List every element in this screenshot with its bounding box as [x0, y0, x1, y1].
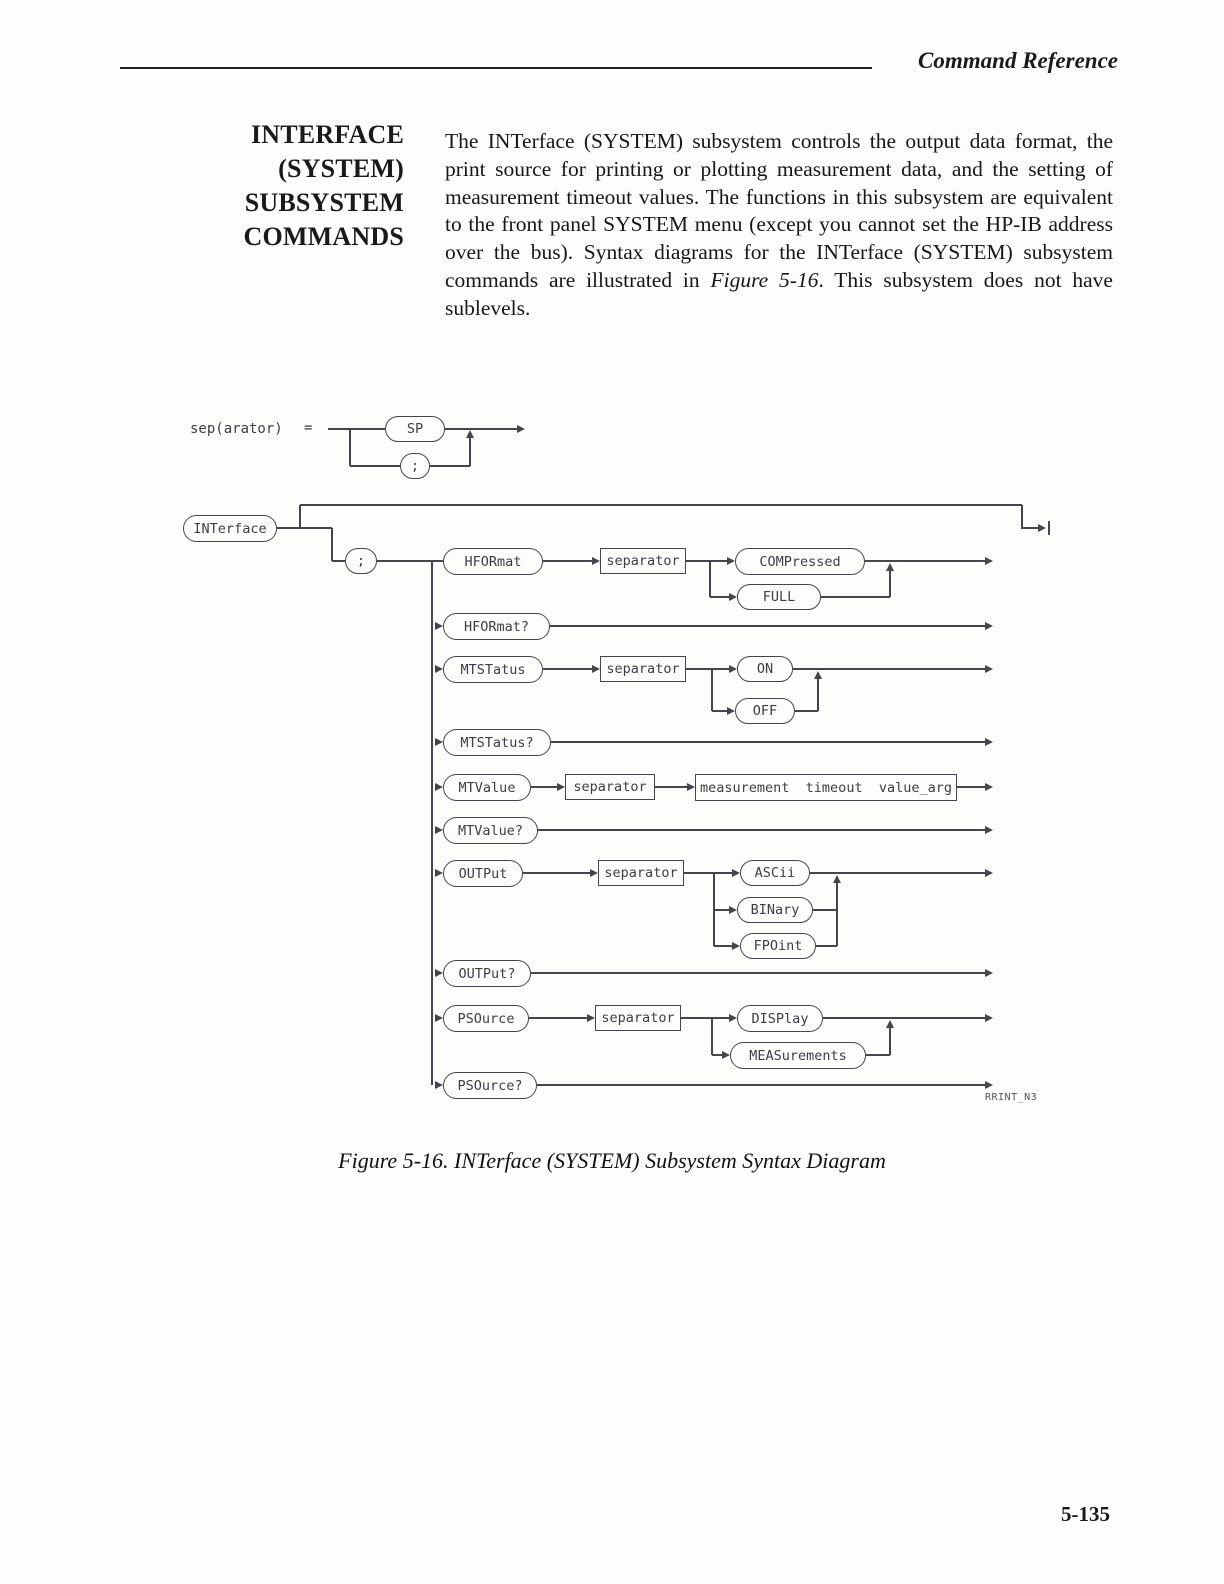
arrowhead-right-icon — [729, 593, 737, 601]
connector-line — [793, 668, 985, 670]
connector-line — [543, 560, 592, 562]
separator-box: separator — [600, 548, 686, 574]
connector-line — [810, 872, 985, 874]
connector-line — [300, 504, 1022, 506]
connector-line — [431, 561, 433, 1085]
arrowhead-right-icon — [727, 557, 735, 565]
connector-line — [469, 438, 471, 466]
connector-line — [551, 741, 985, 743]
arrowhead-right-icon — [729, 906, 737, 914]
connector-line — [711, 1018, 713, 1055]
connector-line — [795, 710, 818, 712]
connector-line — [813, 909, 837, 911]
arrowhead-up-icon — [886, 563, 894, 571]
connector-line — [866, 1054, 890, 1056]
arrowhead-up-icon — [814, 671, 822, 679]
arrowhead-right-icon — [557, 783, 565, 791]
connector-line — [655, 786, 687, 788]
connector-line — [328, 428, 385, 430]
node-output-query: OUTPut? — [443, 960, 531, 987]
connector-line — [1021, 505, 1023, 529]
connector-line — [445, 428, 517, 430]
figure-caption: Figure 5-16. INTerface (SYSTEM) Subsystem Syntax Diagram — [338, 1148, 886, 1173]
arrowhead-right-icon — [435, 1081, 443, 1089]
arrowhead-right-icon — [985, 1014, 993, 1022]
arrowhead-right-icon — [592, 557, 600, 565]
page-number: 5-135 — [1061, 1502, 1110, 1526]
connector-line — [889, 1028, 891, 1055]
node-mtstatus: MTSTatus — [443, 656, 543, 683]
connector-line — [543, 668, 592, 670]
node-ascii: ASCii — [740, 860, 810, 886]
arrowhead-right-icon — [1038, 524, 1046, 532]
arrowhead-right-icon — [729, 665, 737, 673]
body-text: The INTerface (SYSTEM) subsystem controls the output data format, the print source for printing or plotting measurement data, and the setting of measurement timeout values. The functions in this subsystem are equivalent to the front panel SYSTEM menu (except you cannot set the HP-IB address over the bus). Syntax diagrams for the INTerface (SYSTEM) subsystem commands are illustrated in — [445, 129, 1113, 292]
section-heading-line: (SYSTEM) — [278, 154, 404, 183]
connector-line — [332, 560, 345, 562]
arrowhead-right-icon — [435, 665, 443, 673]
arrowhead-up-icon — [886, 1020, 894, 1028]
node-mtvalue: MTValue — [443, 774, 531, 801]
node-off: OFF — [735, 698, 795, 724]
connector-line — [836, 883, 838, 946]
connector-line — [709, 561, 711, 597]
connector-line — [537, 1084, 985, 1086]
arrowhead-right-icon — [985, 622, 993, 630]
node-loop-semicolon: ; — [345, 548, 377, 574]
arrowhead-right-icon — [985, 738, 993, 746]
connector-line — [350, 465, 400, 467]
connector-line — [865, 560, 985, 562]
node-on: ON — [737, 656, 793, 682]
node-sp: SP — [385, 416, 445, 442]
connector-line — [889, 571, 891, 597]
connector-line — [817, 679, 819, 711]
node-output: OUTPut — [443, 860, 523, 887]
arrowhead-right-icon — [732, 869, 740, 877]
node-psource-query: PSOurce? — [443, 1072, 537, 1099]
separator-box: separator — [598, 860, 684, 886]
node-full: FULL — [737, 584, 821, 610]
measurement-timeout-value-box: measurement timeout value_arg — [695, 774, 957, 801]
connector-line — [1022, 527, 1038, 529]
connector-line — [816, 945, 837, 947]
arrowhead-right-icon — [517, 425, 525, 433]
connector-line — [523, 872, 590, 874]
node-display: DISPlay — [737, 1005, 823, 1032]
plot-id: RRINT_N3 — [985, 1092, 1038, 1103]
connector-line — [299, 505, 301, 528]
figure-reference: Figure 5-16 — [710, 267, 819, 292]
section-heading-line: SUBSYSTEM — [244, 188, 404, 217]
connector-line — [686, 668, 729, 670]
node-hformat: HFORmat — [443, 548, 543, 575]
arrowhead-right-icon — [435, 1014, 443, 1022]
connector-line — [531, 786, 557, 788]
arrowhead-right-icon — [985, 783, 993, 791]
node-separator-semicolon: ; — [400, 453, 430, 479]
separator-box: separator — [595, 1005, 681, 1031]
arrowhead-right-icon — [435, 826, 443, 834]
arrowhead-right-icon — [435, 738, 443, 746]
arrowhead-right-icon — [592, 665, 600, 673]
arrowhead-right-icon — [729, 1014, 737, 1022]
body-text: . This subsystem does not have sublevels. — [445, 267, 1113, 320]
arrowhead-right-icon — [435, 869, 443, 877]
connector-line — [711, 669, 713, 711]
connector-line — [277, 527, 332, 529]
separator-def-equals: = — [304, 420, 313, 436]
connector-line — [377, 560, 443, 562]
node-measurements: MEASurements — [730, 1042, 866, 1069]
connector-line — [531, 972, 985, 974]
connector-line — [712, 710, 727, 712]
connector-line — [538, 829, 985, 831]
arrowhead-right-icon — [435, 783, 443, 791]
arrowhead-up-icon — [833, 875, 841, 883]
arrowhead-right-icon — [985, 869, 993, 877]
separator-def-label: sep(arator) — [190, 421, 283, 437]
terminator-bar — [1048, 521, 1050, 535]
arrowhead-right-icon — [722, 1051, 730, 1059]
connector-line — [686, 560, 727, 562]
arrowhead-right-icon — [985, 665, 993, 673]
section-heading-line: COMMANDS — [243, 222, 404, 251]
connector-line — [714, 909, 729, 911]
arrowhead-up-icon — [466, 430, 474, 438]
arrowhead-right-icon — [985, 969, 993, 977]
connector-line — [349, 429, 351, 466]
node-psource: PSOurce — [443, 1005, 529, 1032]
arrowhead-right-icon — [687, 783, 695, 791]
node-mtvalue-query: MTValue? — [443, 817, 538, 844]
node-binary: BINary — [737, 897, 813, 923]
connector-line — [550, 625, 985, 627]
connector-line — [529, 1017, 587, 1019]
arrowhead-right-icon — [985, 826, 993, 834]
connector-line — [710, 596, 729, 598]
connector-line — [331, 528, 333, 561]
node-mtstatus-query: MTSTatus? — [443, 729, 551, 756]
arrowhead-right-icon — [587, 1014, 595, 1022]
node-interface: INTerface — [183, 515, 277, 542]
header-title: Command Reference — [918, 48, 1118, 73]
connector-line — [681, 1017, 729, 1019]
connector-line — [957, 786, 985, 788]
arrowhead-right-icon — [590, 869, 598, 877]
connector-line — [712, 1054, 722, 1056]
connector-line — [430, 465, 470, 467]
arrowhead-right-icon — [985, 1081, 993, 1089]
connector-line — [684, 872, 732, 874]
arrowhead-right-icon — [732, 942, 740, 950]
arrowhead-right-icon — [435, 622, 443, 630]
arrowhead-right-icon — [985, 557, 993, 565]
connector-line — [821, 596, 890, 598]
connector-line — [714, 945, 732, 947]
connector-line — [823, 1017, 985, 1019]
node-compressed: COMPressed — [735, 548, 865, 575]
node-hformat-query: HFORmat? — [443, 613, 550, 640]
arrowhead-right-icon — [727, 707, 735, 715]
separator-box: separator — [600, 656, 686, 682]
arrowhead-right-icon — [435, 969, 443, 977]
node-fpoint: FPOint — [740, 933, 816, 959]
separator-box: separator — [565, 774, 655, 800]
section-heading-line: INTERFACE — [250, 120, 404, 149]
